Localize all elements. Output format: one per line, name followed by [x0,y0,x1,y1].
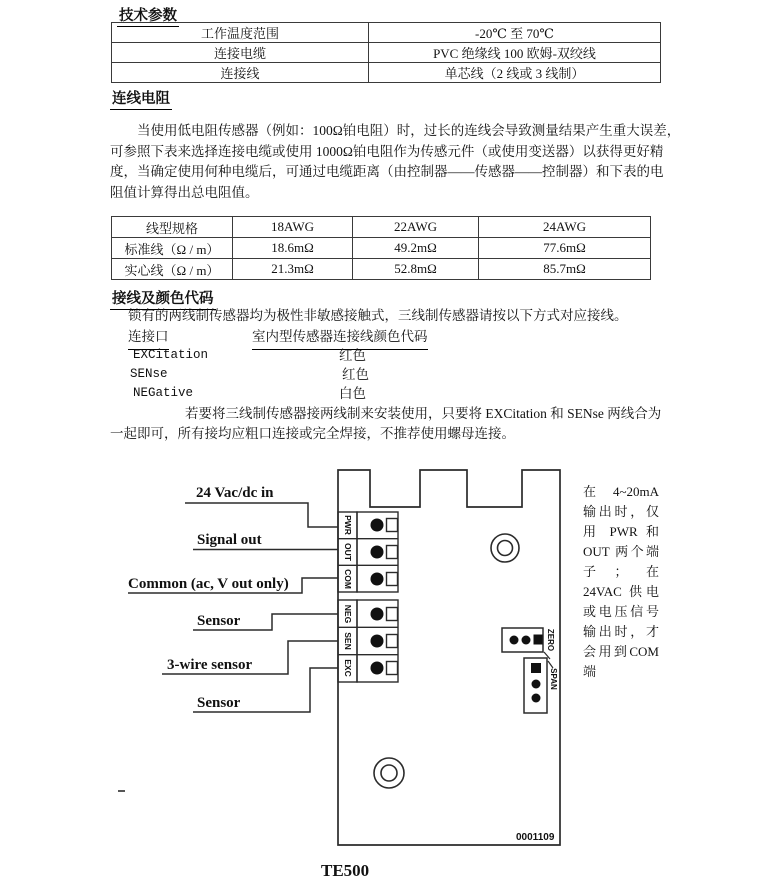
awg-cell: 85.7mΩ [479,259,651,280]
table-row [112,63,661,83]
wire-resistance-paragraph [110,121,680,203]
paragraph-line: 当使用低电阻传感器（例如：100Ω铂电阻）时，过长的连线会导致测量结果产生重大误差， [137,123,681,138]
table-row [112,238,651,259]
tech-row-label: 工作温度范围 [112,23,369,43]
section-heading-color-code: 接线及颜色代码 [110,287,216,310]
side-note-line: 端 [583,664,597,679]
awg-header-cell: 线型规格 [112,217,233,238]
side-note-line: 输出时，才 [583,624,659,639]
span-jumper-label: SPAN [549,668,558,690]
awg-cell: 实心线（Ω / m） [112,259,233,280]
table-row [112,259,651,280]
paragraph-line: 可参照下表来选择连接电缆或使用 1000Ω铂电阻作为传感元件（或使用变送器）以获得更好精 [110,143,664,159]
terminal-contact-dot [371,519,384,532]
color-code-col2-header: 室内型传感器连接线颜色代码 [252,327,428,350]
label-sensor-2: Sensor [197,695,241,711]
label-sensor-1: Sensor [197,613,241,629]
paragraph-line: 阻值计算得出总电阻值。 [110,184,259,200]
span-jumper-block [524,658,558,713]
side-note-line: 或电压信号 [583,604,659,619]
tech-row-label: 连接电缆 [112,43,369,63]
terminal-label-sen: SEN [343,632,353,650]
port-name: NEGative [133,386,194,400]
mounting-hole-outer [374,758,404,788]
jumper-pin-dot [532,694,541,703]
side-note-line: OUT 两个端 [583,544,659,559]
board-code-text: 0001109 [516,832,555,843]
tech-row-label: 连接线 [112,63,369,83]
terminal-label-neg: NEG [343,604,353,624]
terminal-label-out: OUT [343,543,353,561]
side-note-line: 会用到COM [583,644,659,659]
terminal-contact-dot [371,662,384,675]
terminal-contact-dot [371,608,384,621]
side-note-line: 用 PWR 和 [583,524,659,539]
label-signal-out: Signal out [197,532,262,548]
terminal-screw-slot [387,608,398,621]
port-color: 红色 [342,367,369,382]
zero-jumper-label: ZERO [546,628,555,652]
jumper-pointer-line [548,661,553,668]
tech-row-value: PVC 绝缘线 100 欧姆-双绞线 [369,43,661,63]
terminal-label-pwr: PWR [343,515,353,535]
mounting-hole-outer [491,534,519,562]
jumper-pin-dot [532,680,541,689]
awg-header-cell: 22AWG [353,217,479,238]
awg-header-cell: 24AWG [479,217,651,238]
terminal-contact-dot [371,635,384,648]
terminal-screw-slot [387,519,398,532]
paragraph-line: 度，当确定使用何种电缆后，可通过电缆距离（由控制器——传感器——控制器）和下表的电 [110,164,664,179]
terminal-screw-slot [387,573,398,586]
leader-line-pwr [185,503,338,527]
awg-cell: 49.2mΩ [353,238,479,259]
side-note-line: 输出时，仅 [583,504,659,519]
tech-row-value: 单芯线（2 线或 3 线制） [369,63,661,83]
awg-cell: 77.6mΩ [479,238,651,259]
jumper-pin-square [531,663,541,673]
awg-cell: 52.8mΩ [353,259,479,280]
table-header-row [112,217,651,238]
awg-cell: 标准线（Ω / m） [112,238,233,259]
side-note-line: 在 4~20mA [583,484,659,499]
paragraph-line: 若要将三线制传感器接两线制来安装使用，只要将 EXCitation 和 SENse 两线合为 [185,406,662,421]
terminal-screw-slot [387,662,398,675]
port-color: 红色 [339,348,366,363]
port-name: SENse [130,367,168,381]
jumper-pin-dot [522,636,531,645]
tech-params-table [111,22,661,83]
te500-wiring-diagram [110,455,576,879]
section-heading-tech-params: 技术参数 [117,4,179,27]
awg-cell: 21.3mΩ [233,259,353,280]
awg-resistance-table [111,216,651,280]
terminal-screw-slot [387,546,398,559]
model-name-te500: TE500 [321,861,370,879]
label-common: Common (ac, V out only) [128,576,289,592]
table-row [112,43,661,63]
awg-header-cell: 18AWG [233,217,353,238]
terminal-label-com: COM [343,569,353,589]
color-code-note: 锁有的两线制传感器均为极性非敏感接触式，三线制传感器请按以下方式对应接线。 [128,308,628,323]
color-code-col1-header: 连接口 [128,327,169,350]
terminal-screw-slot [387,635,398,648]
tech-row-value: -20℃ 至 70℃ [369,23,661,43]
side-note-line: 24VAC 供电 [583,584,659,599]
section-heading-wire-resistance: 连线电阻 [110,87,172,110]
diagram-side-note [583,482,659,682]
table-row [112,23,661,43]
terminal-label-exc: EXC [343,659,353,677]
terminal-block-power [338,512,398,592]
paragraph-line: 一起即可，所有接均应粗口连接或完全焊接，不推荐使用螺母连接。 [110,426,515,441]
jumper-pin-dot [510,636,519,645]
awg-cell: 18.6mΩ [233,238,353,259]
zero-jumper-block [502,628,555,659]
label-3-wire-sensor: 3-wire sensor [167,657,253,673]
side-note-line: 子；在 [583,564,659,579]
terminal-contact-dot [371,546,384,559]
port-color: 白色 [339,386,366,401]
label-24vacdc-in: 24 Vac/dc in [196,485,274,501]
jumper-pin-square [534,635,543,645]
mounting-hole-inner [381,765,397,781]
port-name: EXCitation [133,348,209,362]
mounting-hole-inner [498,541,513,556]
terminal-block-sensor [338,600,398,682]
terminal-contact-dot [371,573,384,586]
